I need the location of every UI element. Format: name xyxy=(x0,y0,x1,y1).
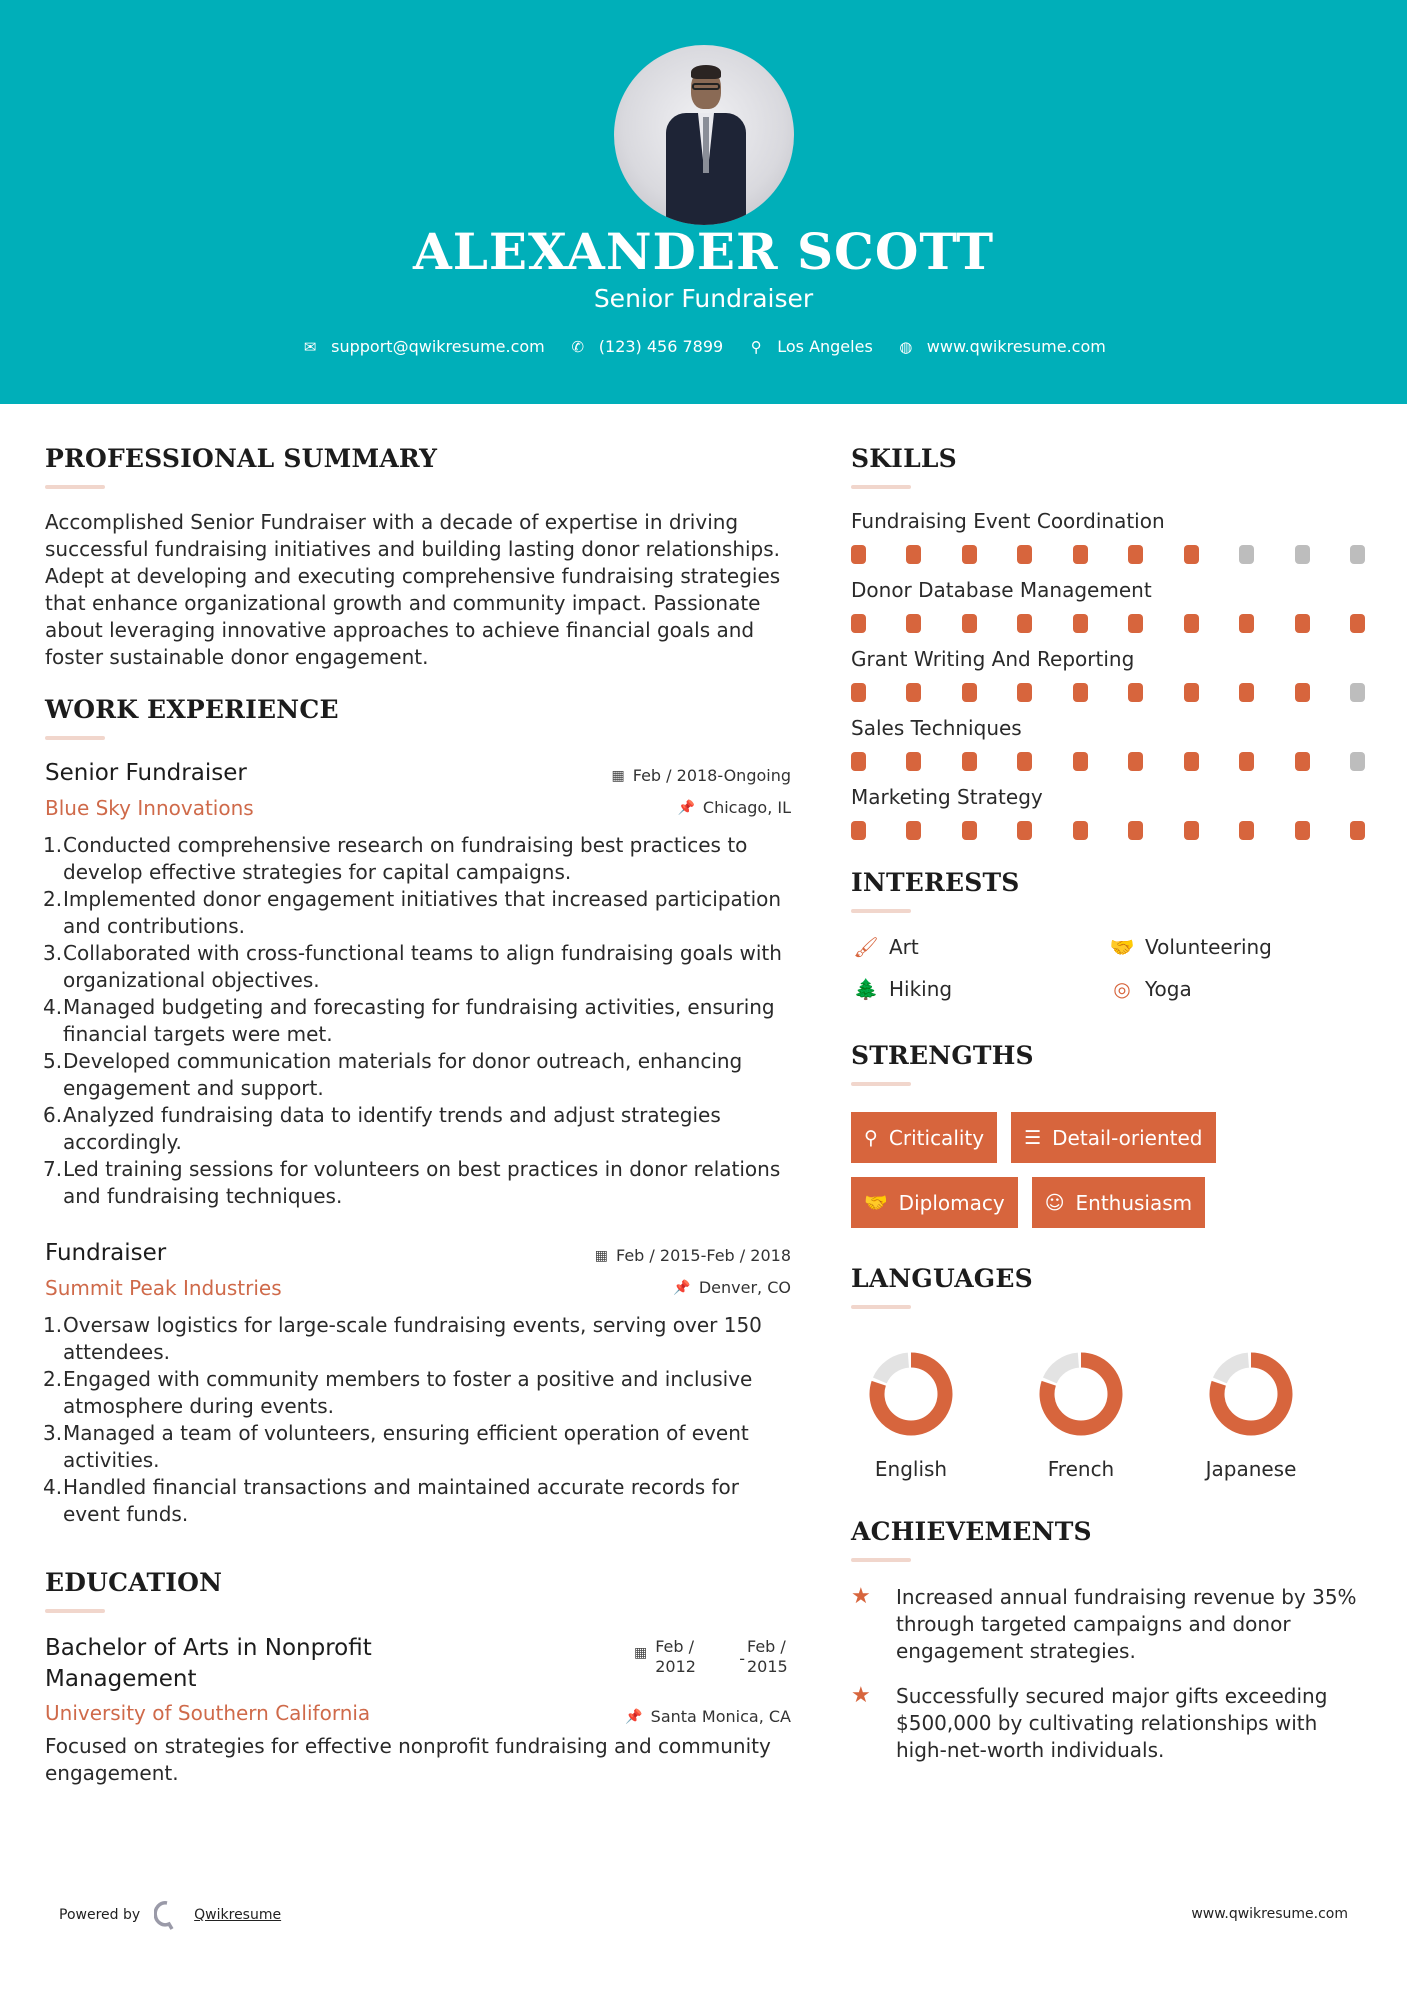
job-entry xyxy=(45,1240,791,1528)
calendar-icon: ▦ xyxy=(633,1645,648,1661)
paintbrush-icon: 🖌 xyxy=(853,935,879,959)
section-underline xyxy=(45,736,105,740)
skill-rating xyxy=(851,545,1365,564)
contact-website-text: www.qwikresume.com xyxy=(926,337,1106,356)
rating-dot-filled xyxy=(906,752,921,771)
envelope-icon: ✉ xyxy=(303,337,317,356)
bullet-item: 1. Conducted comprehensive research on fundraising best practices to develop effective strategies for capital campaigns. xyxy=(43,833,748,884)
job-bullets xyxy=(45,1312,791,1528)
rating-dot-filled xyxy=(1239,752,1254,771)
contact-email[interactable] xyxy=(301,337,545,356)
job-dates xyxy=(595,1246,791,1265)
rating-dot-filled xyxy=(1295,752,1310,771)
skill-rating xyxy=(851,683,1365,702)
strength-badge: ☺ Enthusiasm xyxy=(1032,1177,1205,1228)
rating-dot-filled xyxy=(1295,614,1310,633)
section-title: STRENGTHS xyxy=(851,1041,1034,1070)
interests-grid xyxy=(851,935,1371,1001)
rating-dot-filled xyxy=(1184,545,1199,564)
job-dates-text: Feb / 2015-Feb / 2018 xyxy=(616,1246,791,1265)
job-dates-text: Feb / 2018-Ongoing xyxy=(632,766,791,785)
list-icon: ☰ xyxy=(1024,1126,1042,1149)
rating-dot-empty xyxy=(1350,752,1365,771)
education-end: Feb / 2015 xyxy=(747,1637,788,1676)
interest-item: 🤝 Volunteering xyxy=(1107,935,1363,959)
education-section xyxy=(45,1568,791,1787)
bullet-item: 4. Managed budgeting and forecasting for fundraising activities, ensuring financial targets were met. xyxy=(43,995,775,1046)
skill-rating xyxy=(851,614,1365,633)
rating-dot-filled xyxy=(1295,683,1310,702)
degree-title: Bachelor of Arts in Nonprofit Management xyxy=(45,1635,372,1692)
phone-icon: ✆ xyxy=(571,337,585,356)
interest-item: 🖌 Art xyxy=(851,935,1107,959)
education-dates xyxy=(634,1637,791,1677)
rating-dot-filled xyxy=(1073,683,1088,702)
tree-icon: 🌲 xyxy=(853,977,879,1001)
section-underline xyxy=(851,909,911,913)
skills-list xyxy=(851,509,1371,840)
skills-section xyxy=(851,444,1371,840)
skill-name: Sales Techniques xyxy=(851,716,1022,740)
pushpin-icon: 📌 xyxy=(625,1708,643,1725)
smile-icon: ☺ xyxy=(1044,1191,1065,1214)
interest-item: 🌲 Hiking xyxy=(851,977,1107,1001)
calendar-icon: ▦ xyxy=(611,767,625,784)
right-column xyxy=(851,404,1371,1764)
rating-dot-filled xyxy=(851,752,866,771)
rating-dot-filled xyxy=(1184,752,1199,771)
star-icon: ★ xyxy=(851,1584,871,1609)
rating-dot-filled xyxy=(1128,821,1143,840)
strengths-section xyxy=(851,1041,1371,1228)
contact-location-text: Los Angeles xyxy=(777,337,873,356)
rating-dot-filled xyxy=(1017,683,1032,702)
interests-section xyxy=(851,868,1371,1001)
section-underline xyxy=(851,1305,911,1309)
section-underline xyxy=(851,485,911,489)
star-icon: ★ xyxy=(851,1683,871,1708)
rating-dot-filled xyxy=(1128,545,1143,564)
contact-phone-text: (123) 456 7899 xyxy=(598,337,724,356)
candidate-role: Senior Fundraiser xyxy=(593,284,814,313)
skill-rating xyxy=(851,752,1365,771)
rating-dot-filled xyxy=(906,545,921,564)
rating-dot-filled xyxy=(1350,614,1365,633)
rating-dot-filled xyxy=(1017,752,1032,771)
bullet-item: 4. Handled financial transactions and maintained accurate records for event funds. xyxy=(43,1475,739,1526)
rating-dot-filled xyxy=(1017,545,1032,564)
skill-name: Marketing Strategy xyxy=(851,785,1043,809)
experience-section xyxy=(45,695,791,1528)
bullet-item: 7. Led training sessions for volunteers on best practices in donor relations and fundraising techniques. xyxy=(43,1157,781,1208)
section-title: INTERESTS xyxy=(851,868,1020,897)
language-item xyxy=(1021,1349,1191,1481)
rating-dot-filled xyxy=(962,752,977,771)
job-location xyxy=(673,1278,791,1297)
company-name: Summit Peak Industries xyxy=(45,1276,282,1300)
handshake-icon: 🤝 xyxy=(1109,935,1135,959)
section-title: SKILLS xyxy=(851,444,957,473)
skill-rating xyxy=(851,821,1365,840)
rating-dot-filled xyxy=(851,821,866,840)
rating-dot-filled xyxy=(1239,683,1254,702)
qwikresume-link[interactable]: Qwikresume xyxy=(194,1907,282,1923)
rating-dot-filled xyxy=(851,683,866,702)
achievement-item: ★ Successfully secured major gifts exceeding $500,000 by cultivating relationships with high-net-worth individuals. xyxy=(851,1683,1328,1762)
contact-phone[interactable] xyxy=(569,337,723,356)
education-location xyxy=(625,1707,791,1726)
education-location-text: Santa Monica, CA xyxy=(650,1707,791,1726)
rating-dot-filled xyxy=(906,821,921,840)
job-title: Fundraiser xyxy=(45,1240,167,1266)
rating-dot-filled xyxy=(1184,614,1199,633)
achievement-item: ★ Increased annual fundraising revenue by 35% through targeted campaigns and donor engagement strategies. xyxy=(851,1584,1357,1663)
summary-text: Accomplished Senior Fundraiser with a decade of expertise in driving successful fundraising initiatives and building lasting donor relationships. Adept at developing and executing comprehensive fundraising strategies that enhance organizational growth and community impact. Passionate about leveraging innovative approaches to achieve financial goals and foster sustainable donor engagement. xyxy=(45,510,781,669)
rating-dot-filled xyxy=(851,545,866,564)
job-title: Senior Fundraiser xyxy=(45,760,247,786)
rating-dot-filled xyxy=(1073,821,1088,840)
rating-dot-filled xyxy=(962,821,977,840)
language-donut-chart xyxy=(866,1349,956,1439)
contact-website[interactable] xyxy=(897,337,1106,356)
rating-dot-filled xyxy=(1128,614,1143,633)
rating-dot-filled xyxy=(1295,821,1310,840)
contact-bar xyxy=(0,337,1407,356)
job-bullets xyxy=(45,832,791,1210)
interest-item: ◎ Yoga xyxy=(1107,977,1363,1001)
bullet-item: 1. Oversaw logistics for large-scale fundraising events, serving over 150 attendees. xyxy=(43,1313,762,1364)
footer xyxy=(0,1900,1407,1950)
job-dates xyxy=(612,766,791,785)
rating-dot-filled xyxy=(962,683,977,702)
bullet-item: 6. Analyzed fundraising data to identify trends and adjust strategies accordingly. xyxy=(43,1103,721,1154)
rating-dot-filled xyxy=(1073,545,1088,564)
bullet-item: 2. Implemented donor engagement initiatives that increased participation and contributions. xyxy=(43,887,782,938)
date-separator: - xyxy=(739,1649,745,1668)
map-marker-icon: ⚲ xyxy=(750,337,762,356)
languages-section xyxy=(851,1264,1371,1481)
qwikresume-logo-icon xyxy=(154,1900,180,1930)
contact-email-text: support@qwikresume.com xyxy=(331,337,545,356)
rating-dot-filled xyxy=(906,614,921,633)
bullet-item: 3. Collaborated with cross-functional teams to align fundraising goals with organizational objectives. xyxy=(43,941,782,992)
language-name: English xyxy=(874,1457,948,1481)
rating-dot-filled xyxy=(1017,821,1032,840)
skill-name: Fundraising Event Coordination xyxy=(851,509,1165,533)
rating-dot-filled xyxy=(1239,821,1254,840)
school-name: University of Southern California xyxy=(45,1701,371,1725)
rating-dot-filled xyxy=(962,545,977,564)
globe-icon: ◍ xyxy=(899,337,913,356)
rating-dot-empty xyxy=(1350,545,1365,564)
rating-dot-filled xyxy=(1350,821,1365,840)
bullet-item: 2. Engaged with community members to foster a positive and inclusive atmosphere during events. xyxy=(43,1367,753,1418)
job-location-text: Denver, CO xyxy=(698,1278,791,1297)
search-icon: ⚲ xyxy=(864,1126,878,1149)
section-title: PROFESSIONAL SUMMARY xyxy=(45,444,438,473)
strength-badge: ⚲ Criticality xyxy=(851,1112,997,1163)
candidate-name: ALEXANDER SCOTT xyxy=(412,222,995,281)
handshake-icon: 🤝 xyxy=(864,1192,888,1214)
education-description: Focused on strategies for effective nonprofit fundraising and community engagement. xyxy=(45,1734,771,1785)
section-title: LANGUAGES xyxy=(851,1264,1033,1293)
section-title: WORK EXPERIENCE xyxy=(45,695,339,724)
rating-dot-empty xyxy=(1295,545,1310,564)
rating-dot-filled xyxy=(1239,614,1254,633)
education-entry xyxy=(45,1633,791,1787)
rating-dot-empty xyxy=(1239,545,1254,564)
strength-badges xyxy=(851,1112,1371,1228)
language-name: French xyxy=(1047,1457,1115,1481)
language-item xyxy=(851,1349,1021,1481)
rating-dot-filled xyxy=(851,614,866,633)
language-donut-chart xyxy=(1036,1349,1126,1439)
calendar-icon: ▦ xyxy=(594,1247,608,1264)
left-column xyxy=(45,404,791,1787)
rating-dot-filled xyxy=(906,683,921,702)
education-start: Feb / 2012 xyxy=(655,1637,696,1676)
achievements-section xyxy=(851,1517,1371,1764)
rating-dot-filled xyxy=(1073,752,1088,771)
pushpin-icon: 📌 xyxy=(673,1279,691,1296)
job-location-text: Chicago, IL xyxy=(702,798,791,817)
strength-badge: 🤝 Diplomacy xyxy=(851,1177,1018,1228)
section-title: EDUCATION xyxy=(45,1568,223,1597)
language-donut-chart xyxy=(1206,1349,1296,1439)
languages-list xyxy=(851,1349,1371,1481)
rating-dot-filled xyxy=(1128,752,1143,771)
pushpin-icon: 📌 xyxy=(677,799,695,816)
rating-dot-empty xyxy=(1350,683,1365,702)
job-location xyxy=(677,798,791,817)
life-ring-icon: ◎ xyxy=(1113,977,1131,1001)
summary-section xyxy=(45,444,791,671)
strength-badge: ☰ Detail-oriented xyxy=(1011,1112,1215,1163)
rating-dot-filled xyxy=(1128,683,1143,702)
language-name: Japanese xyxy=(1205,1457,1297,1481)
company-name: Blue Sky Innovations xyxy=(45,796,254,820)
section-underline xyxy=(45,485,105,489)
skill-name: Donor Database Management xyxy=(851,578,1152,602)
rating-dot-filled xyxy=(962,614,977,633)
resume-header xyxy=(0,0,1407,404)
section-underline xyxy=(45,1609,105,1613)
bullet-item: 5. Developed communication materials for donor outreach, enhancing engagement and support. xyxy=(43,1049,743,1100)
section-underline xyxy=(851,1558,911,1562)
profile-photo xyxy=(614,45,794,225)
job-entry xyxy=(45,760,791,1210)
rating-dot-filled xyxy=(1073,614,1088,633)
section-underline xyxy=(851,1082,911,1086)
section-title: ACHIEVEMENTS xyxy=(851,1517,1092,1546)
rating-dot-filled xyxy=(1184,821,1199,840)
skill-name: Grant Writing And Reporting xyxy=(851,647,1135,671)
rating-dot-filled xyxy=(1017,614,1032,633)
footer-url[interactable]: www.qwikresume.com xyxy=(1191,1906,1348,1922)
rating-dot-filled xyxy=(1184,683,1199,702)
powered-by: Powered by Qwikresume xyxy=(59,1900,281,1930)
language-item xyxy=(1191,1349,1361,1481)
contact-location xyxy=(747,337,873,356)
bullet-item: 3. Managed a team of volunteers, ensuring efficient operation of event activities. xyxy=(43,1421,749,1472)
